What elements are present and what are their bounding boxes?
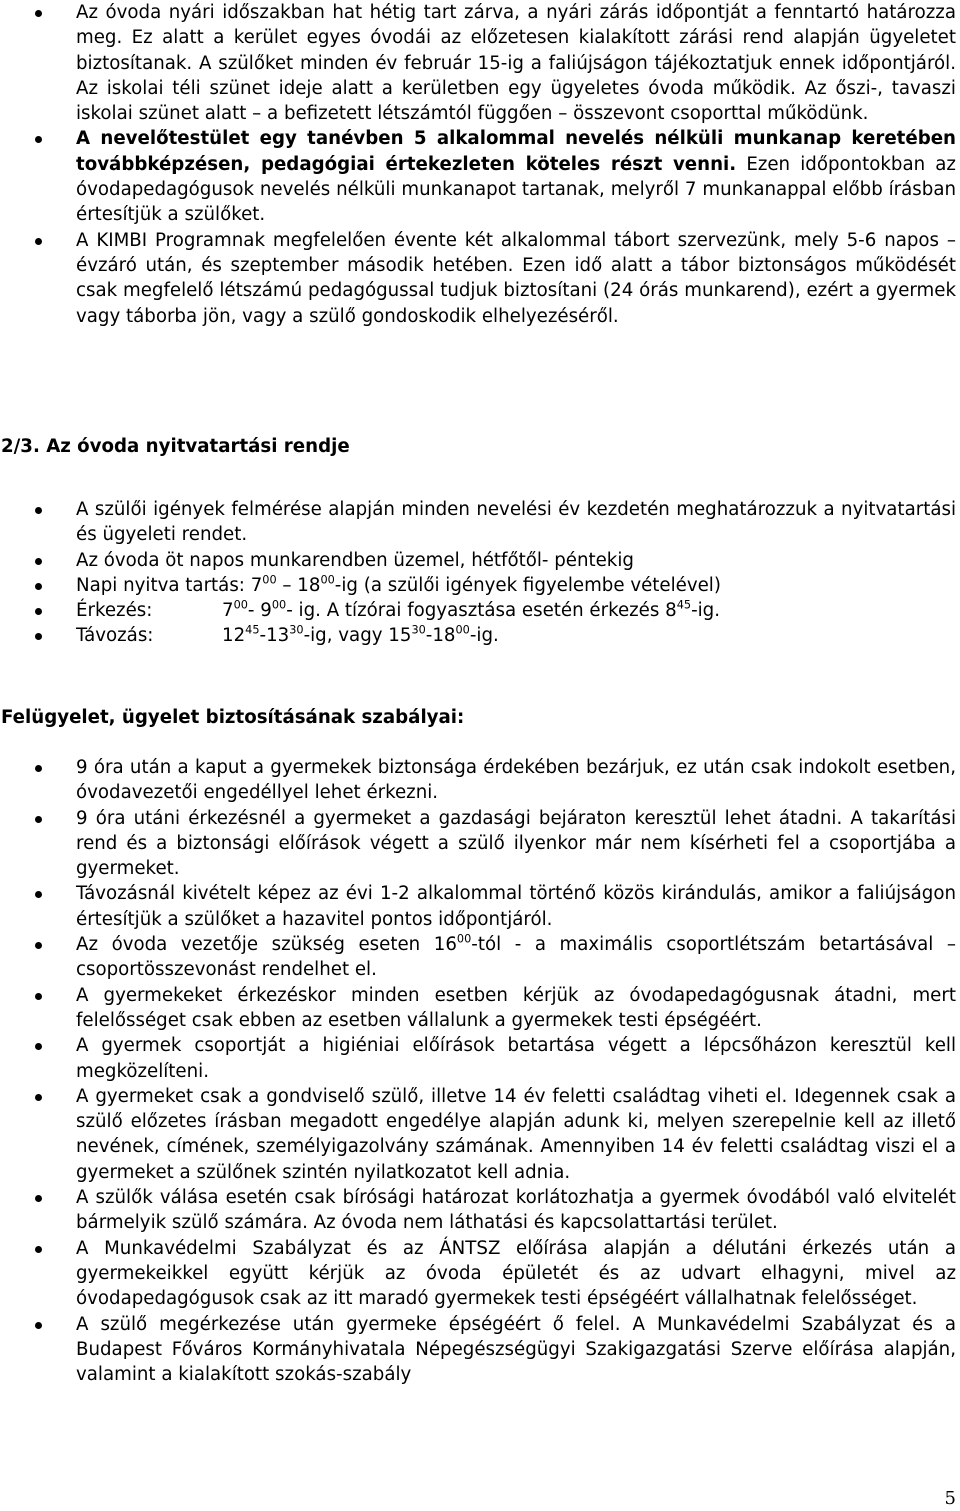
page-number: 5	[944, 1488, 956, 1509]
list-item: A Munkavédelmi Szabályzat és az ÁNTSZ előírása alapján a délutáni érkezés után a gyermekeikkel együtt kérjük az óvoda épületét és az udvart elhagyni, mivel az óvodapedagógusok csak az itt maradó gyermekek testi épségéért vállalhatnak felelősséget.	[0, 1236, 956, 1312]
departure-label: Távozás:	[76, 625, 154, 647]
list-item: Távozás: $12^{45}-13^{30}-ig$, vagy $15^{30}-18^{00}-ig$.	[0, 623, 956, 648]
supervision-rules-list	[0, 755, 956, 1387]
opening-hours-list	[0, 497, 956, 649]
arrival-label: Érkezés:	[76, 600, 153, 622]
list-item: Napi nyitva tartás: $7^{00} - 18^{00}-ig$ (a szülői igények figyelembe vételével)	[0, 573, 956, 598]
list-item: A gyermekeket érkezéskor minden esetben kérjük az óvodapedagógusnak átadni, mert felelősséget csak ebben az esetben vállalunk a gyermekek testi épségéért.	[0, 983, 956, 1034]
list-item: 9 óra után a kaput a gyermekek biztonsága érdekében bezárjuk, ez után csak indokolt esetben, óvodavezetői engedéllyel lehet érkezni.	[0, 755, 956, 806]
list-item: Az óvoda vezetője szükség eseten $16^{00}$-tól - a maximális csoportlétszám betartásával – csoportösszevonást rendelhet el.	[0, 932, 956, 983]
list-item: Az óvoda nyári időszakban hat hétig tart zárva, a nyári zárás időpontját a fenntartó határozza meg. Ez alatt a kerület egyes óvodái az előzetesen kialakított zárási rend alapján ügyeletet biztosítanak. A szülőket minden év február 15-ig a faliújságon tájékoztatjuk ennek időpontjáról. Az iskolai téli szünet ideje alatt a kerületben egy ügyeletes óvoda működik. Az őszi-, tavaszi iskolai szünet alatt – a befizetett létszámtól függően – összevont csoporttal működünk.	[0, 0, 956, 126]
list-item: A KIMBI Programnak megfelelően évente két alkalommal tábort szervezünk, mely 5-6 napos – évzáró után, és szeptember második hetében. Ezen idő alatt a tábor biztonságos működését csak megfelelő létszámú pedagógussal tudjuk biztosítani (24 órás munkarend), ezért a gyermek vagy táborba jön, vagy a szülő gondoskodik elhelyezéséről.	[0, 228, 956, 329]
closure-rules-list	[0, 0, 956, 329]
list-item: Távozásnál kivételt képez az évi 1-2 alkalommal történő közös kirándulás, amikor a faliújságon értesítjük a szülőket a hazavitel pontos időpontjáról.	[0, 881, 956, 932]
list-item: A gyermek csoportját a higiéniai előírások betartása végett a lépcsőházon keresztül kell megközelíteni.	[0, 1033, 956, 1084]
item-text: Ezen időpontokban az óvodapedagógusok nevelés nélküli munkanapot tartanak, melyről 7 munkanappal előbb írásban értesítjük a szülőket.	[76, 153, 956, 226]
list-item: Érkezés: $7^{00}-$ $9^{00}-$ ig. A tízórai fogyasztása esetén érkezés $8^{45}-ig$.	[0, 598, 956, 623]
list-item: A szülői igények felmérése alapján minden nevelési év kezdetén meghatározzuk a nyitvatartási és ügyeleti rendet.	[0, 497, 956, 548]
subsection-heading: Felügyelet, ügyelet biztosításának szabályai:	[1, 707, 465, 728]
list-item: A gyermeket csak a gondviselő szülő, illetve 14 év feletti családtag viheti el. Idegennek csak a szülő előzetes írásban megadott engedélye alapján adunk ki, melyen szerepelnie kell az illető nevének, címének, személyigazolvány számának. Amennyiben 14 év feletti családtag viszi el a gyermeket a szülőnek szintén nyilatkozatot kell adnia.	[0, 1084, 956, 1185]
list-item	[0, 126, 956, 227]
list-item: A szülők válása esetén csak bírósági határozat korlátozhatja a gyermek óvodából való elvitelét bármelyik szülő számára. Az óvoda nem láthatási és kapcsolattartási terület.	[0, 1185, 956, 1236]
bold-text: A nevelőtestület egy tanévben 5 alkalommal nevelés nélküli munkanap keretében továbbképzésen, pedagógiai értekezleten köteles részt venni.	[76, 128, 956, 175]
list-item: Az óvoda öt napos munkarendben üzemel, hétfőtől- péntekig	[0, 548, 956, 573]
section-heading: 2/3. Az óvoda nyitvatartási rendje	[1, 436, 350, 457]
list-item: 9 óra utáni érkezésnél a gyermeket a gazdasági bejáraton keresztül lehet átadni. A takarítási rend és a biztonsági előírások végett a szülő ilyenkor már nem kísérheti fel a csoportjába a gyermeket.	[0, 806, 956, 882]
list-item: A szülő megérkezése után gyermeke épségéért ő felel. A Munkavédelmi Szabályzat és a Budapest Főváros Kormányhivatala Népegészségügyi Szakigazgatási Szerve előírása alapján, valamint a kialakított szokás-szabály	[0, 1312, 956, 1388]
